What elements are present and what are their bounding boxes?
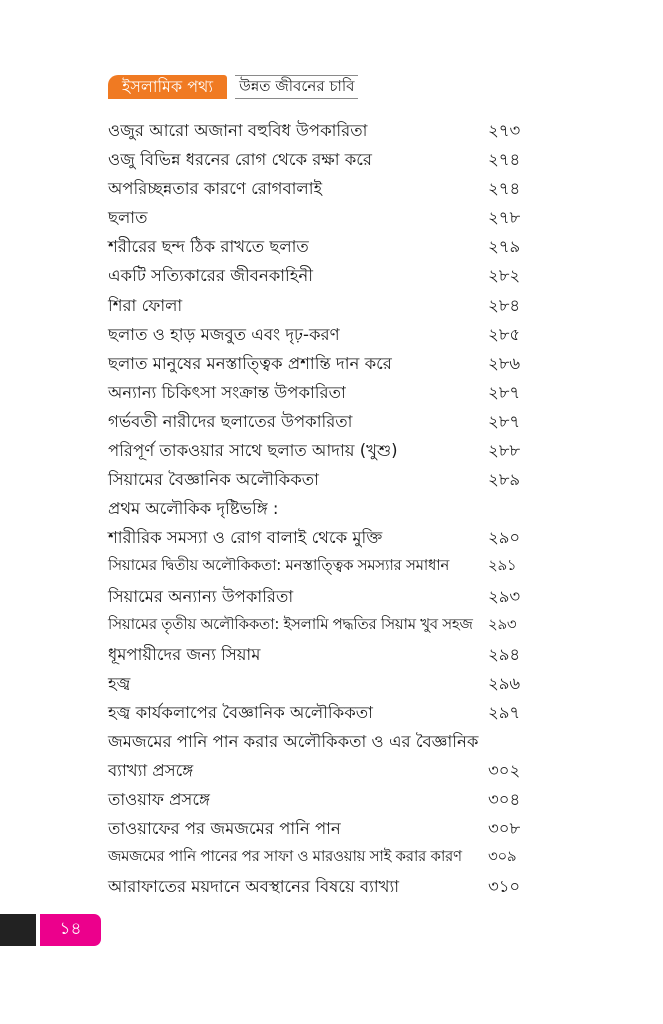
book-subtitle: উন্নত জীবনের চাবি [235,75,358,99]
toc-entry [108,816,528,845]
table-of-contents [108,118,528,904]
toc-entry [108,642,528,671]
toc-entry [108,293,528,322]
toc-entry [108,176,528,205]
toc-entry [108,729,528,758]
toc-page: ২৭৩ [488,121,521,140]
toc-page: ২৮৭ [488,382,521,402]
toc-entry [108,613,528,642]
toc-entry [108,467,528,496]
toc-title: জমজমের পানি পানের পর সাফা ও মারওয়ায় সাই করার কারণ [108,847,462,866]
toc-title: প্রথম অলৌকিক দৃষ্টিভঙ্গি : [108,499,279,519]
toc-title: গর্ভবতী নারীদের ছলাতের উপকারিতা [108,411,353,431]
toc-page: ২৯০ [488,528,521,548]
toc-page: ২৮৭ [488,411,521,431]
toc-entry [108,118,528,147]
toc-page: ৩০২ [488,761,521,781]
running-header [108,74,358,100]
toc-page: ২৮৪ [488,295,521,315]
footer-dark-bar [0,914,36,946]
toc-entry [108,671,528,700]
toc-title: তাওয়াফ প্রসঙ্গে [108,790,210,810]
toc-entry [108,351,528,380]
toc-title: ছলাত [108,208,148,228]
toc-title: একটি সত্যিকারের জীবনকাহিনী [108,266,313,286]
toc-page: ২৮৬ [488,353,521,373]
toc-title: অন্যান্য চিকিৎসা সংক্রান্ত উপকারিতা [108,382,346,402]
toc-title: ধূমপায়ীদের জন্য সিয়াম [108,644,261,664]
toc-page: ২৭৯ [488,237,521,257]
toc-entry [108,234,528,263]
page-number: ১৪ [40,914,101,946]
toc-title: শরীরের ছন্দ ঠিক রাখতে ছলাত [108,237,309,257]
toc-entry [108,525,528,554]
toc-entry [108,263,528,292]
toc-entry [108,380,528,409]
toc-entry [108,758,528,787]
toc-page: ২৭৮ [488,208,521,228]
toc-title: হজ্ব [108,673,131,693]
toc-page: ২৯৬ [488,673,521,693]
toc-title: ওজু বিভিন্ন ধরনের রোগ থেকে রক্ষা করে [108,150,372,170]
toc-page: ২৭৪ [488,150,521,170]
toc-page: ২৮৫ [488,324,521,344]
toc-entry [108,700,528,729]
series-title: ইসলামিক পথ্য [108,75,227,99]
toc-page: ২৮২ [488,266,521,286]
toc-title: তাওয়াফের পর জমজমের পানি পান [108,819,341,839]
toc-page: ২৯১ [488,556,517,575]
toc-page: ৩০৪ [488,790,521,810]
toc-title: সিয়ামের তৃতীয় অলৌকিকতা: ইসলামি পদ্ধতির সিয়াম খুব সহজ [108,614,473,633]
toc-title: আরাফাতের ময়দানে অবস্থানের বিষয়ে ব্যাখ্যা [108,877,400,897]
toc-title: ওজুর আরো অজানা বহুবিধ উপকারিতা [108,121,368,140]
toc-title: অপরিচ্ছন্নতার কারণে রোগবালাই [108,179,323,199]
toc-title: শিরা ফোলা [108,295,183,315]
toc-entry [108,322,528,351]
toc-page: ২৯৩ [488,586,521,606]
toc-page: ২৮৯ [488,470,521,490]
toc-title: জমজমের পানি পান করার অলৌকিকতা ও এর বৈজ্ঞানিক [108,731,479,751]
toc-entry [108,584,528,613]
toc-title: পরিপূর্ণ তাকওয়ার সাথে ছলাত আদায় (খুশু) [108,441,398,461]
toc-page: ৩০৮ [488,819,521,839]
toc-title: সিয়ামের দ্বিতীয় অলৌকিকতা: মনস্তাত্ত্বিক সমস্যার সমাধান [108,556,450,575]
toc-title: ব্যাখ্যা প্রসঙ্গে [108,761,194,781]
toc-title: হজ্ব কার্যকলাপের বৈজ্ঞানিক অলৌকিকতা [108,702,373,722]
toc-page: ৩১০ [488,877,521,897]
toc-page: ২৯৩ [488,614,517,633]
toc-entry [108,845,528,874]
toc-entry [108,438,528,467]
toc-page: ২৯৪ [488,644,521,664]
toc-title: শারীরিক সমস্যা ও রোগ বালাই থেকে মুক্তি [108,528,383,548]
toc-title: সিয়ামের অন্যান্য উপকারিতা [108,586,294,606]
toc-page: ২৮৮ [488,441,521,461]
toc-title: সিয়ামের বৈজ্ঞানিক অলৌকিকতা [108,470,319,490]
toc-entry [108,409,528,438]
toc-page: ২৭৪ [488,179,521,199]
toc-subheading [108,496,528,525]
toc-entry [108,554,528,583]
toc-entry [108,147,528,176]
toc-title: ছলাত ও হাড় মজবুত এবং দৃঢ়-করণ [108,324,340,344]
toc-title: ছলাত মানুষের মনস্তাত্ত্বিক প্রশান্তি দান করে [108,353,392,373]
toc-entry [108,205,528,234]
toc-page: ২৯৭ [488,702,521,722]
toc-entry [108,874,528,903]
toc-page: ৩০৯ [488,847,517,866]
toc-entry [108,787,528,816]
